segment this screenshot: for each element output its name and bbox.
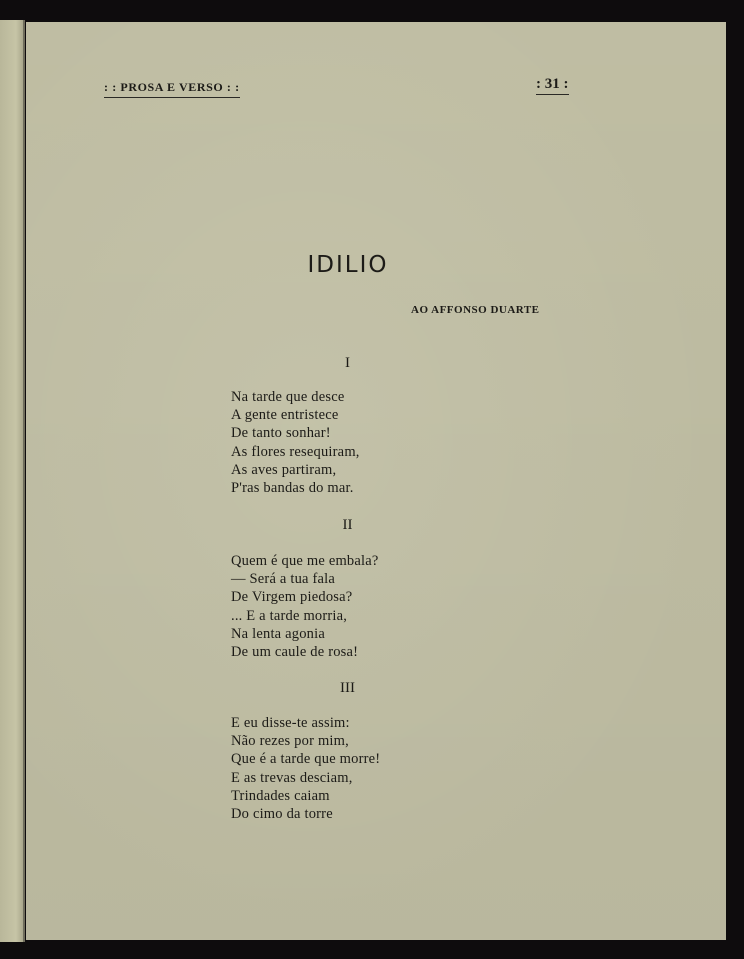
verse-line: As aves partiram, bbox=[231, 461, 337, 478]
poem-title: IDILIO bbox=[307, 252, 389, 278]
verse-line: Na lenta agonia bbox=[231, 625, 325, 642]
page-number: : 31 : bbox=[536, 76, 569, 95]
verse-line: Quem é que me embala? bbox=[231, 553, 379, 569]
verse-line: E as trevas desciam, bbox=[231, 769, 353, 786]
stanza bbox=[231, 552, 379, 661]
verse-line: Que é a tarde que morre! bbox=[231, 751, 381, 768]
verse-line: P'ras bandas do mar. bbox=[231, 479, 354, 496]
verse-line: ... E a tarde morria, bbox=[231, 607, 348, 624]
verse-line: Trindades caiam bbox=[231, 787, 330, 804]
verse-line: A gente entristece bbox=[231, 407, 339, 424]
section-numeral: III bbox=[340, 680, 355, 696]
section-numeral: II bbox=[342, 517, 353, 533]
verse-line: E eu disse-te assim: bbox=[231, 715, 350, 731]
verse-line: De tanto sonhar! bbox=[231, 425, 331, 442]
verse-line: As flores resequiram, bbox=[231, 443, 360, 460]
running-head: : : PROSA E VERSO : : bbox=[104, 80, 240, 98]
book-page bbox=[26, 22, 726, 940]
dedication: AO AFFONSO DUARTE bbox=[411, 304, 540, 316]
verse-line: Não rezes por mim, bbox=[231, 733, 349, 750]
previous-page-edge bbox=[0, 20, 25, 942]
stanza bbox=[231, 388, 360, 497]
verse-line: De Virgem piedosa? bbox=[231, 589, 353, 606]
verse-line: — Será a tua fala bbox=[231, 571, 336, 588]
verse-line: Do cimo da torre bbox=[231, 805, 333, 822]
stanza bbox=[231, 714, 380, 823]
section-numeral: I bbox=[345, 355, 350, 371]
verse-line: De um caule de rosa! bbox=[231, 643, 359, 660]
verse-line: Na tarde que desce bbox=[231, 389, 345, 405]
